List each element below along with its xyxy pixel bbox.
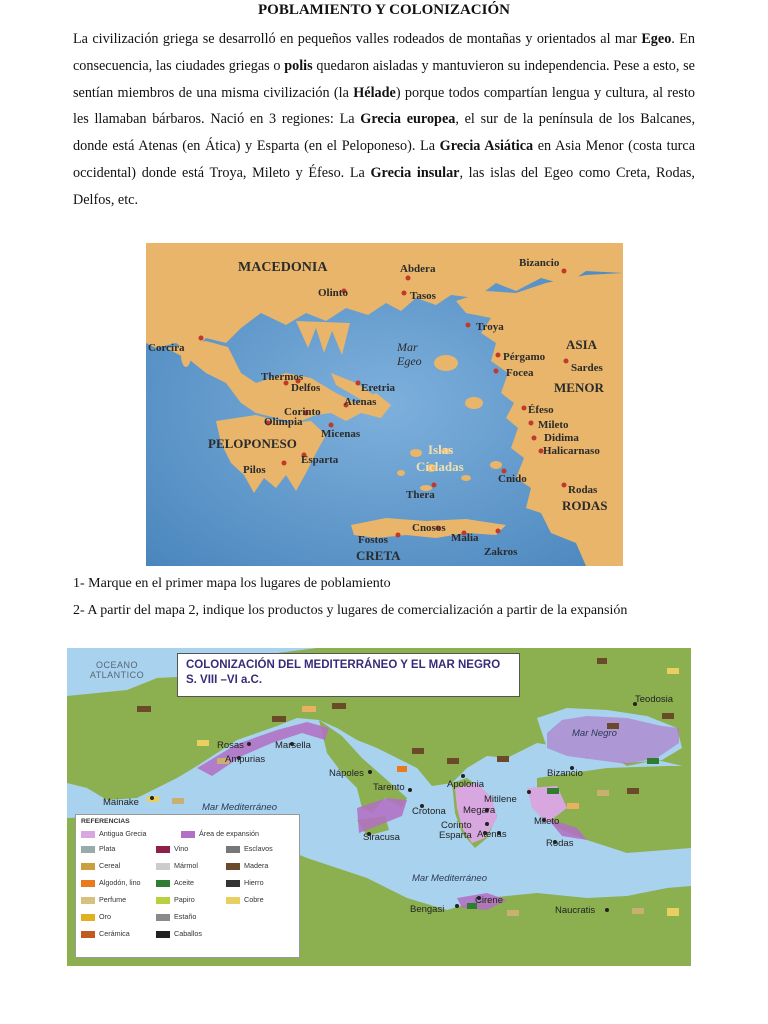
antigua-swatch (81, 831, 95, 838)
legend-expansion: Área de expansión (181, 828, 259, 839)
legend-heading: REFERENCIAS (81, 818, 130, 825)
city-bizancio: Bizancio (547, 768, 583, 779)
city-megara: Megara (463, 805, 496, 816)
vino-icon (156, 846, 170, 853)
label-pergamo: Pérgamo (503, 351, 546, 363)
legend-marmol: Mármol (156, 860, 198, 871)
hierro-icon (226, 880, 240, 887)
label-cicladas: Cícladas (416, 459, 464, 474)
intro-paragraph: La civilización griega se desarrolló en pequeños valles rodeados de montañas y orientados al mar Egeo. En consecuencia, las ciudades griegas o polis quedaron aisladas y mantuvieron su independencia. Pese a esto, se sentían miembros de una misma civilización (la Hélade) porque todos compartían lengua y cultura, al resto les llamaban bárbaros. Nació en 3 regiones: La Grecia europea, el sur de la península de los Balcanes, donde está Atenas (en Ática) y Esparta (en el Peloponeso). La Grecia Asiática en Asia Menor (costa turca occidental) donde está Troya, Mileto y Éfeso. La Grecia insular, las islas del Egeo como Creta, Rodas, Delfos, etc. (73, 31, 695, 208)
city-tarento: Tarento (373, 782, 405, 793)
city-corinto: Corinto (441, 820, 472, 831)
legend-esclavos: Esclavos (226, 843, 273, 854)
label-thera: Thera (406, 489, 435, 501)
label-delfos: Delfos (291, 382, 321, 394)
city-atenas: Atenas (477, 829, 507, 840)
plata-icon (81, 846, 95, 853)
city-siracusa: Siracusa (363, 832, 400, 843)
label-mar-mediterraneo-1: Mar Mediterráneo (202, 802, 277, 813)
label-egeo: Egeo (397, 354, 422, 368)
city-napoles: Nápoles (329, 768, 364, 779)
label-menor: MENOR (554, 380, 604, 395)
algodon-icon (81, 880, 95, 887)
label-didima: Didima (544, 432, 579, 444)
label-islas: Islas (428, 442, 454, 457)
legend-estano: Estaño (156, 911, 196, 922)
legend-oro: Oro (81, 911, 111, 922)
legend-aceite: Aceite (156, 877, 194, 888)
label-halicarnaso: Halicarnaso (543, 445, 600, 457)
city-cirene: Cirene (475, 895, 503, 906)
map2-title: COLONIZACIÓN DEL MEDITERRÁNEO Y EL MAR NEGRO S. VIII –VI a.C. (177, 653, 520, 697)
city-naucratis: Naucratis (555, 905, 596, 916)
city-mainake: Mainake (103, 797, 139, 808)
legend-caballos: Caballos (156, 928, 202, 939)
label-mar: Mar (397, 340, 418, 354)
perfume-icon (81, 897, 95, 904)
legend-algodon: Algodón, lino (81, 877, 141, 888)
label-thermos: Thermos (261, 371, 304, 383)
esclavos-icon (226, 846, 240, 853)
label-creta: CRETA (356, 548, 401, 563)
question-1: 1- Marque en el primer mapa los lugares de poblamiento (73, 576, 391, 591)
caballos-icon (156, 931, 170, 938)
label-atenas: Atenas (344, 396, 377, 408)
label-abdera: Abdera (400, 263, 436, 275)
label-peloponeso: PELOPONESO (208, 436, 297, 451)
label-efeso: Éfeso (528, 404, 554, 416)
cereal-icon (81, 863, 95, 870)
label-malia: Malia (451, 532, 479, 544)
label-corinto: Corinto (284, 406, 321, 418)
aceite-icon (156, 880, 170, 887)
legend-perfume: Perfume (81, 894, 126, 905)
city-apolonia: Apolonia (447, 779, 484, 790)
question-2: 2- A partir del mapa 2, indique los productos y lugares de comercialización a partir de la expansión (73, 603, 628, 618)
label-rodas: RODAS (562, 498, 608, 513)
legend-vino: Vino (156, 843, 188, 854)
label-asia: ASIA (566, 337, 598, 352)
label-troya: Troya (476, 321, 504, 333)
city-ampurias: Ampurias (225, 754, 266, 765)
legend-madera: Madera (226, 860, 268, 871)
label-mar-negro: Mar Negro (572, 728, 617, 739)
city-mileto: Mileto (534, 816, 560, 827)
label-pilos: Pilos (243, 464, 266, 476)
expansion-swatch (181, 831, 195, 838)
label-olinto: Olinto (318, 287, 348, 299)
ceramica-icon (81, 931, 95, 938)
legend-cereal: Cereal (81, 860, 120, 871)
legend-antigua-grecia: Antigua Grecia (81, 828, 147, 839)
label-zakros: Zakros (484, 546, 518, 558)
oro-icon (81, 914, 95, 921)
legend-papiro: Papiro (156, 894, 195, 905)
city-crotona: Crotona (412, 806, 446, 817)
label-eretria: Eretria (361, 382, 396, 394)
label-corcira: Corcira (148, 342, 185, 354)
city-teodosia: Teodosia (635, 694, 674, 705)
madera-icon (226, 863, 240, 870)
label-tasos: Tasos (410, 290, 436, 302)
city-marsella: Marsella (275, 740, 311, 751)
legend-ceramica: Cerámica (81, 928, 130, 939)
label-oceano-atlantico: OCEANO ATLANTICO (89, 660, 145, 680)
legend-hierro: Hierro (226, 877, 264, 888)
papiro-icon (156, 897, 170, 904)
label-cnido: Cnido (498, 473, 527, 485)
label-rodas-city: Rodas (568, 484, 598, 496)
page-title: POBLAMIENTO Y COLONIZACIÓN (258, 2, 510, 18)
label-sardes: Sardes (571, 362, 603, 374)
city-esparta: Esparta (439, 830, 472, 841)
estano-icon (156, 914, 170, 921)
city-rosas: Rosas (217, 740, 244, 751)
label-cnosos: Cnosos (412, 522, 446, 534)
city-rodas: Rodas (546, 838, 574, 849)
map2-legend (75, 814, 300, 958)
colonization-map (67, 648, 691, 966)
label-bizancio: Bizancio (519, 257, 560, 269)
label-mileto: Mileto (538, 419, 569, 431)
marmol-icon (156, 863, 170, 870)
legend-plata: Plata (81, 843, 115, 854)
label-micenas: Micenas (321, 428, 361, 440)
city-bengasi: Bengasi (410, 904, 445, 915)
city-mitilene: Mitilene (484, 794, 517, 805)
cobre-icon (226, 897, 240, 904)
label-fostos: Fostos (358, 534, 388, 546)
label-olimpia: Olimpia (264, 416, 303, 428)
aegean-map (146, 243, 623, 566)
label-macedonia: MACEDONIA (238, 260, 328, 275)
label-mar-mediterraneo-2: Mar Mediterráneo (412, 873, 487, 884)
label-esparta: Esparta (301, 454, 339, 466)
legend-cobre: Cobre (226, 894, 264, 905)
label-focea: Focea (506, 367, 534, 379)
